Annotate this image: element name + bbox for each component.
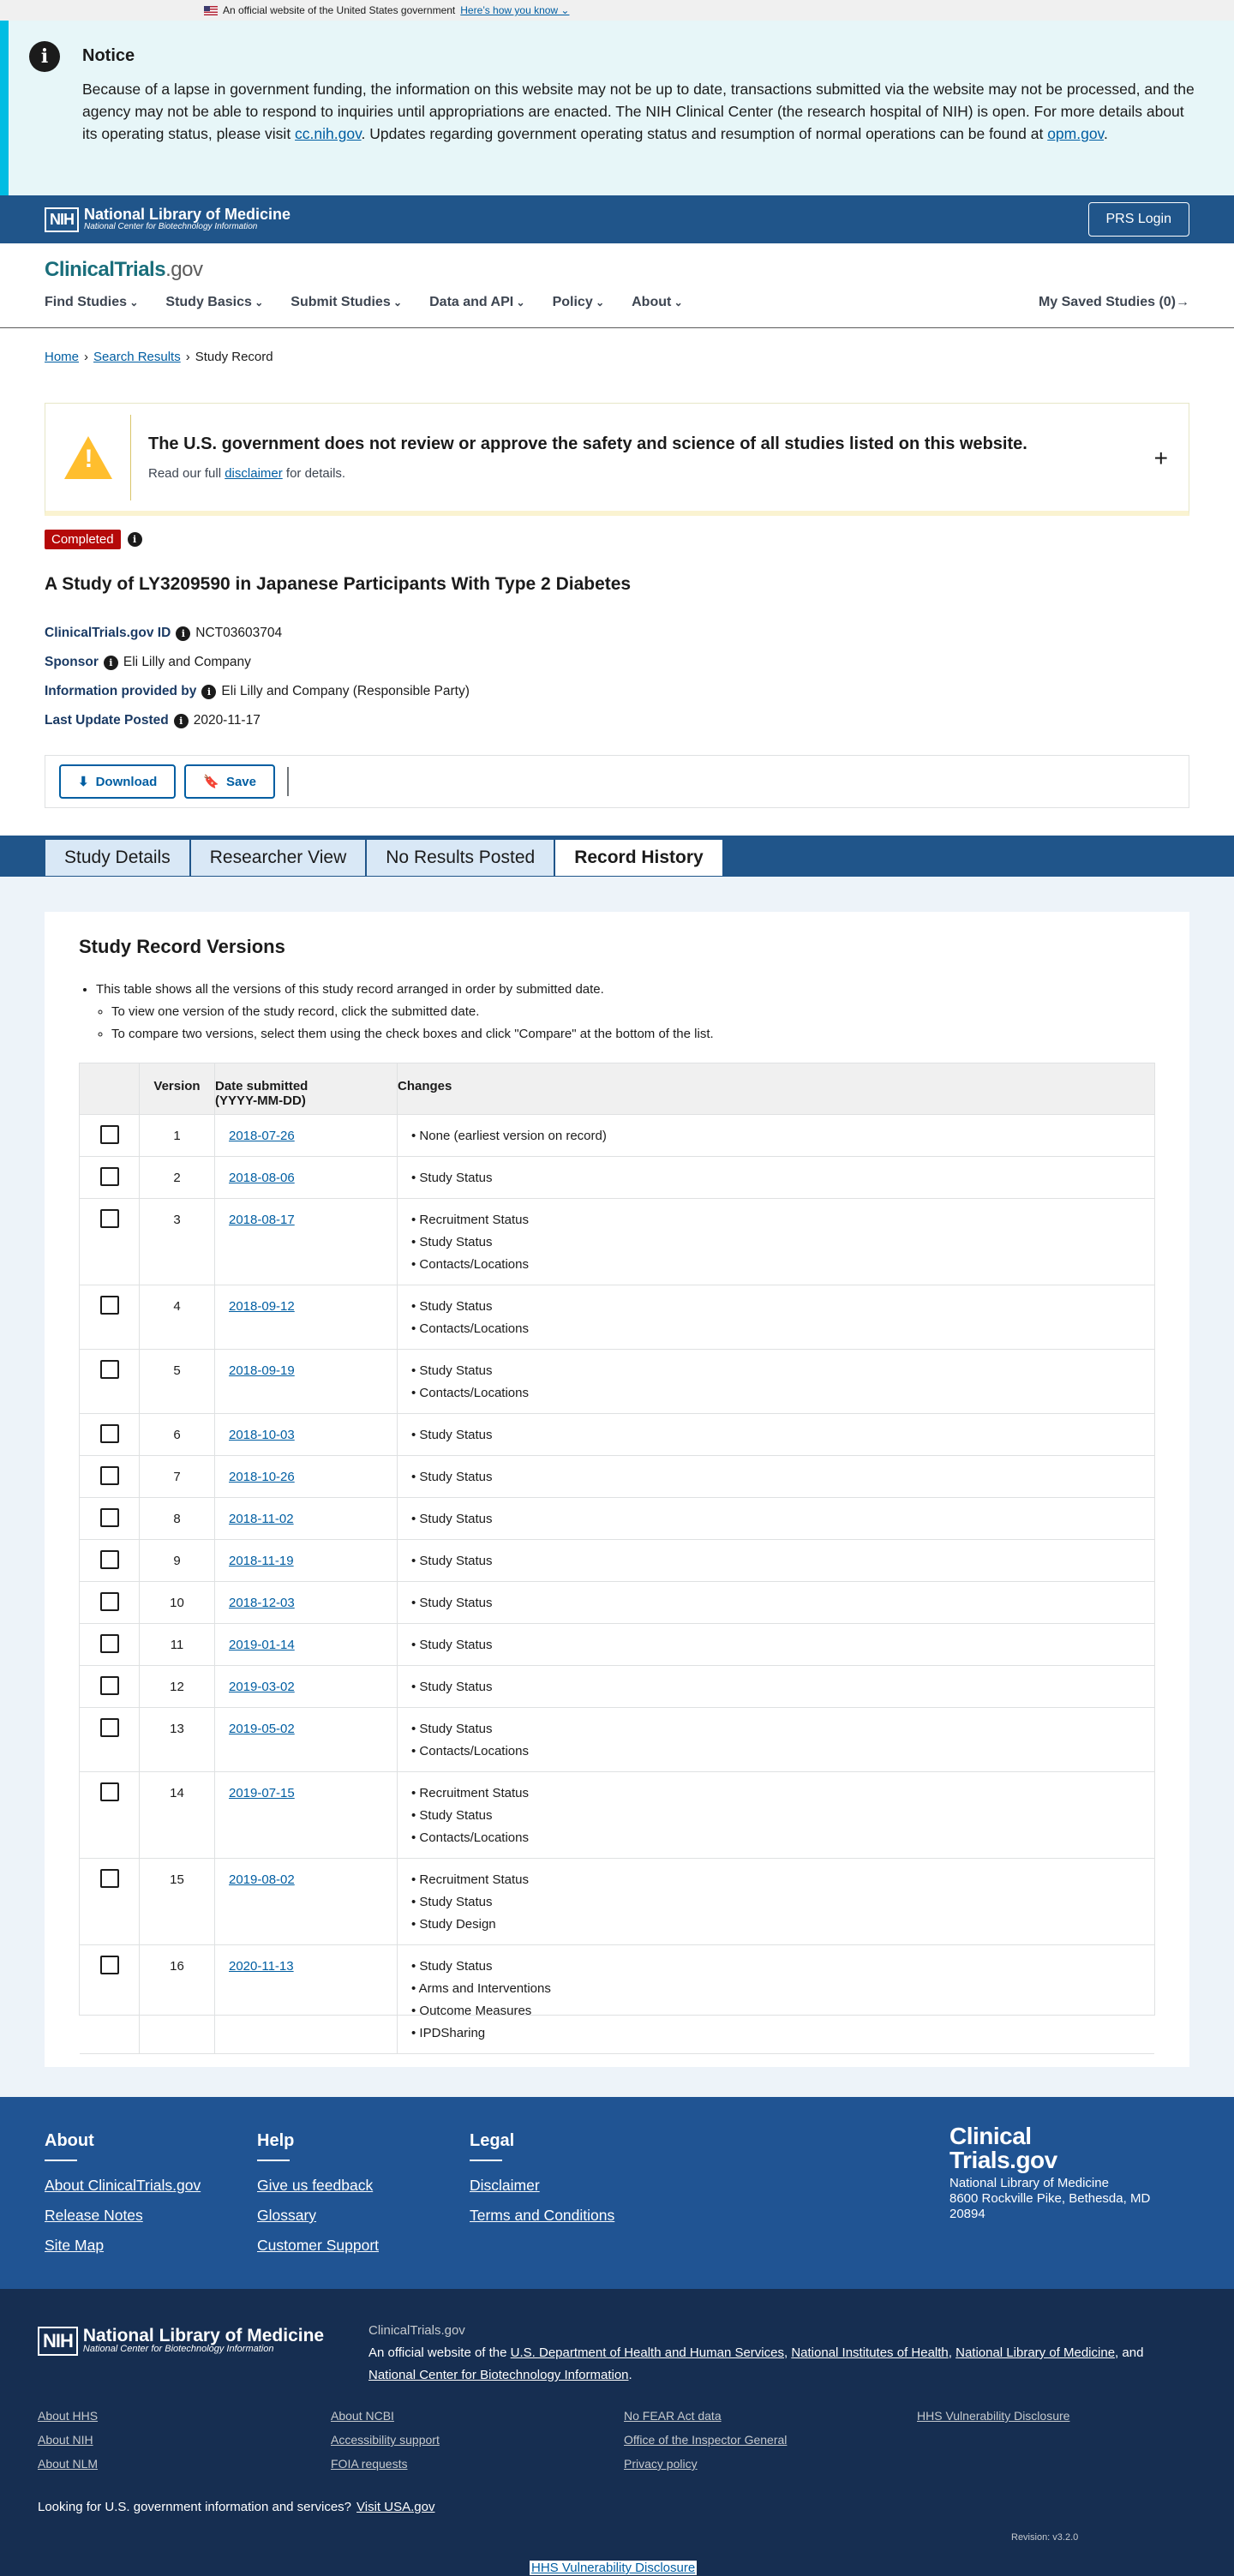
compare-checkbox[interactable] [100, 1508, 119, 1527]
nlm-logo[interactable] [45, 207, 291, 232]
changes-cell [398, 1772, 1154, 1858]
usa-gov-link[interactable]: Visit USA.gov [356, 2500, 435, 2514]
row-select-cell [80, 1666, 140, 1707]
date-cell [215, 1498, 398, 1539]
change-item: • Study Status [411, 1891, 1154, 1914]
version-date-link[interactable]: 2020-11-13 [229, 1959, 294, 1974]
version-date-link[interactable]: 2019-07-15 [229, 1786, 295, 1800]
changes-cell [398, 1115, 1154, 1156]
meta-row [45, 677, 470, 706]
footer-link[interactable]: Give us feedback [257, 2177, 374, 2194]
footer-link-oig[interactable]: Office of the Inspector General [624, 2433, 788, 2447]
table-row [80, 1456, 1154, 1498]
breadcrumb-sep: › [84, 350, 89, 364]
version-date-link[interactable]: 2018-10-03 [229, 1428, 295, 1442]
version-number: 1 [140, 1115, 215, 1156]
date-cell [215, 1199, 398, 1285]
version-date-link[interactable]: 2018-08-17 [229, 1213, 295, 1227]
version-number: 6 [140, 1414, 215, 1455]
row-select-cell [80, 1945, 140, 2053]
change-item: • Study Design [411, 1914, 1154, 1936]
change-item: • Contacts/Locations [411, 1318, 1154, 1340]
footer-link[interactable]: Customer Support [257, 2237, 380, 2254]
compare-checkbox[interactable] [100, 1125, 119, 1144]
row-select-cell [80, 1772, 140, 1858]
change-item: • Outcome Measures [411, 2000, 1154, 2022]
date-cell [215, 1772, 398, 1858]
changes-cell [398, 1414, 1154, 1455]
version-number: 8 [140, 1498, 215, 1539]
footer-link[interactable]: Site Map [45, 2237, 105, 2254]
table-row [80, 1666, 1154, 1708]
clinicaltrials-logo[interactable] [45, 258, 202, 282]
change-item: • Recruitment Status [411, 1782, 1154, 1805]
change-item: • Recruitment Status [411, 1209, 1154, 1231]
compare-checkbox[interactable] [100, 1296, 119, 1315]
gov-banner [0, 0, 1234, 21]
change-item: • Study Status [411, 1718, 1154, 1740]
us-flag-icon [204, 6, 218, 15]
row-select-cell [80, 1350, 140, 1413]
notice-text-3: . [1104, 125, 1108, 142]
table-row [80, 1498, 1154, 1540]
changes-cell [398, 1859, 1154, 1944]
breadcrumb-home[interactable]: Home [45, 350, 80, 364]
date-cell [215, 1414, 398, 1455]
nlm-footer [0, 2289, 1234, 2576]
changes-cell [398, 1582, 1154, 1623]
meta-label: Last Update Posted [45, 713, 169, 728]
meta-label: Information provided by [45, 684, 197, 698]
meta-value: Eli Lilly and Company [123, 655, 251, 669]
opm-link[interactable]: opm.gov [1047, 125, 1105, 142]
version-number: 3 [140, 1199, 215, 1285]
changes-cell [398, 1157, 1154, 1198]
version-date-link[interactable]: 2018-08-06 [229, 1171, 295, 1185]
changes-cell [398, 1540, 1154, 1581]
disclaimer-title: The U.S. government does not review or approve the safety and science of all studies listed on this website. [148, 434, 1027, 453]
change-item: • None (earliest version on record) [411, 1125, 1154, 1147]
header-date-format: (YYYY-MM-DD) [215, 1093, 306, 1108]
footer-about-title: About [45, 2131, 94, 2150]
version-date-link[interactable]: 2019-08-02 [229, 1872, 295, 1887]
table-row [80, 1414, 1154, 1456]
nlm-name: National Library of Medicine [82, 2326, 325, 2345]
footer-org: National Library of Medicine [949, 2176, 1109, 2190]
logo-text-b: .gov [165, 258, 203, 281]
table-row [80, 1540, 1154, 1582]
version-date-link[interactable]: 2018-12-03 [229, 1596, 295, 1610]
nav-data-api[interactable]: Data and API ⌄ [429, 295, 524, 310]
compare-checkbox[interactable] [100, 1634, 119, 1653]
compare-checkbox[interactable] [100, 1550, 119, 1569]
expand-icon[interactable]: + [1153, 445, 1168, 471]
nlm-desc-and: and [1122, 2345, 1144, 2360]
footer-logo[interactable] [949, 2124, 1150, 2172]
meta-value: NCT03603704 [195, 626, 283, 640]
intro-text: • This table shows all the versions of this study record arranged in order by submitted date. [96, 979, 714, 1001]
footer-help [257, 2131, 379, 2267]
footer-addr-1: 8600 Rockville Pike, Bethesda, MD [949, 2191, 1151, 2206]
usa-text: Looking for U.S. government information and services? [38, 2500, 352, 2514]
row-select-cell [80, 1582, 140, 1623]
ncbi-link[interactable]: National Center for Biotechnology Information [368, 2368, 629, 2382]
meta-label: ClinicalTrials.gov ID [45, 626, 171, 640]
versions-card [45, 912, 1189, 2067]
version-number: 14 [140, 1772, 215, 1858]
changes-cell [398, 1945, 1154, 2053]
version-date-link[interactable]: 2018-09-19 [229, 1363, 295, 1378]
date-cell [215, 1582, 398, 1623]
info-icon[interactable]: i [104, 656, 118, 670]
cc-nih-link[interactable]: cc.nih.gov [295, 125, 362, 142]
disclaimer-alert [45, 403, 1189, 516]
compare-checkbox[interactable] [100, 1360, 119, 1379]
changes-cell [398, 1666, 1154, 1707]
date-cell [215, 1456, 398, 1497]
revision-text: Revision: v3.2.0 [1011, 2532, 1079, 2543]
version-date-link[interactable]: 2018-10-26 [229, 1470, 295, 1484]
date-cell [215, 1115, 398, 1156]
footer-link[interactable]: Terms and Conditions [470, 2207, 615, 2224]
footer-logo-1: Clinical [949, 2123, 1032, 2149]
nlm-footer-desc: ClinicalTrials.gov An official website of the U.S. Department of Health and Human Services, National Institutes of Health, National Library of Medicine, and National Center for Biotechnology Information. [368, 2320, 1191, 2387]
version-date-link[interactable]: 2018-11-19 [229, 1554, 294, 1568]
notice-title: Notice [82, 46, 135, 65]
info-icon[interactable]: i [128, 532, 142, 547]
info-icon[interactable]: i [201, 685, 216, 699]
footer-help-title: Help [257, 2131, 295, 2150]
study-title: A Study of LY3209590 in Japanese Participants With Type 2 Diabetes [45, 574, 632, 594]
divider [287, 767, 289, 796]
footer-link-privacy[interactable]: Privacy policy [624, 2457, 698, 2471]
change-item: • Study Status [411, 1508, 1154, 1531]
row-select-cell [80, 1115, 140, 1156]
breadcrumb-search-results[interactable]: Search Results [93, 350, 181, 364]
nav-submit-studies[interactable]: Submit Studies ⌄ [291, 295, 402, 310]
change-item: • Study Status [411, 1805, 1154, 1827]
download-icon: ⬇ [78, 775, 89, 789]
change-item: • Contacts/Locations [411, 1827, 1154, 1849]
changes-cell [398, 1456, 1154, 1497]
table-row [80, 1157, 1154, 1199]
status-badge: Completed [45, 530, 121, 549]
row-select-cell [80, 1414, 140, 1455]
table-body [80, 1115, 1154, 2054]
bookmark-icon: 🔖 [203, 775, 219, 789]
nlm-name: National Library of Medicine [84, 206, 291, 223]
compare-checkbox[interactable] [100, 1466, 119, 1485]
breadcrumb-sep: › [185, 350, 190, 364]
info-icon[interactable]: i [176, 626, 190, 641]
hhs-vuln-bottom-link[interactable]: HHS Vulnerability Disclosure [531, 2561, 696, 2575]
date-cell [215, 1350, 398, 1413]
footer-link-about-hhs[interactable]: About HHS [38, 2409, 99, 2423]
header-date [215, 1063, 398, 1114]
compare-checkbox[interactable] [100, 1676, 119, 1695]
footer-brand [949, 2124, 1150, 2222]
table-row [80, 1350, 1154, 1414]
intro-sub-2: ◦ To compare two versions, select them using the check boxes and click "Compare" at the bottom of the list. [111, 1023, 714, 1045]
shutdown-notice [0, 21, 1234, 195]
meta-row [45, 619, 470, 648]
gov-banner-text: An official website of the United States government [223, 4, 456, 16]
version-date-link[interactable]: 2018-09-12 [229, 1299, 295, 1314]
warning-icon [64, 436, 112, 479]
nav-find-studies[interactable]: Find Studies ⌄ [45, 295, 138, 310]
save-button[interactable] [184, 764, 275, 799]
compare-checkbox[interactable] [100, 1956, 119, 1974]
date-cell [215, 1157, 398, 1198]
compare-checkbox[interactable] [100, 1424, 119, 1443]
change-item: • Study Status [411, 1360, 1154, 1382]
footer-link-accessibility[interactable]: Accessibility support [331, 2433, 440, 2447]
footer-link-about-ncbi[interactable]: About NCBI [331, 2409, 394, 2423]
notice-body [82, 78, 1196, 145]
change-item: • Contacts/Locations [411, 1382, 1154, 1405]
table-row [80, 1199, 1154, 1285]
nih-link[interactable]: National Institutes of Health [791, 2345, 949, 2360]
notice-text-2: . Updates regarding government operating status and resumption of normal operations can be found at [361, 125, 1048, 142]
record-tabs [45, 839, 723, 877]
compare-checkbox[interactable] [100, 1167, 119, 1186]
table-row [80, 1708, 1154, 1772]
row-select-cell [80, 1708, 140, 1771]
footer-legal-title: Legal [470, 2131, 515, 2150]
version-number: 12 [140, 1666, 215, 1707]
version-number: 13 [140, 1708, 215, 1771]
compare-checkbox[interactable] [100, 1782, 119, 1801]
table-row [80, 1859, 1154, 1945]
status-row [45, 530, 142, 549]
version-date-link[interactable]: 2018-07-26 [229, 1129, 295, 1143]
saved-studies-link[interactable]: My Saved Studies (0)→ [1038, 295, 1189, 309]
footer-link-about-nih[interactable]: About NIH [38, 2433, 93, 2447]
footer-link[interactable]: About ClinicalTrials.gov [45, 2177, 201, 2194]
compare-checkbox[interactable] [100, 1592, 119, 1611]
usa-gov-line [38, 2500, 434, 2514]
table-row [80, 1115, 1154, 1157]
table-row [80, 1582, 1154, 1624]
change-item: • Study Status [411, 1550, 1154, 1573]
change-item: • Study Status [411, 1592, 1154, 1614]
save-label: Save [225, 774, 256, 789]
change-item: • Study Status [411, 1634, 1154, 1656]
nav-study-basics[interactable]: Study Basics ⌄ [165, 295, 263, 310]
row-select-cell [80, 1498, 140, 1539]
change-item: • IPDSharing [411, 2022, 1154, 2045]
footer-link-no-fear[interactable]: No FEAR Act data [624, 2409, 722, 2423]
action-bar [45, 755, 1189, 808]
how-you-know-link[interactable]: Here’s how you know ⌄ [460, 4, 570, 16]
version-number: 4 [140, 1285, 215, 1349]
date-cell [215, 1285, 398, 1349]
date-cell [215, 1859, 398, 1944]
nav-about[interactable]: About ⌄ [632, 295, 683, 310]
row-select-cell [80, 1540, 140, 1581]
tab-no-results-posted[interactable]: No Results Posted [366, 839, 554, 877]
version-date-link[interactable]: 2019-03-02 [229, 1680, 295, 1694]
row-select-cell [80, 1199, 140, 1285]
ncbi-name: National Center for Biotechnology Information [84, 222, 258, 231]
changes-cell [398, 1708, 1154, 1771]
header-changes: Changes [398, 1079, 452, 1093]
change-item: • Study Status [411, 1231, 1154, 1254]
table-row [80, 1945, 1154, 2054]
hhs-link[interactable]: U.S. Department of Health and Human Services [510, 2345, 784, 2360]
warning-icon-wrap [45, 415, 131, 500]
table-header [80, 1063, 1154, 1115]
change-item: • Study Status [411, 1424, 1154, 1447]
tab-researcher-view[interactable]: Researcher View [190, 839, 367, 877]
table-row [80, 1624, 1154, 1666]
site-header [0, 243, 1234, 328]
changes-cell [398, 1285, 1154, 1349]
info-icon[interactable]: i [174, 714, 189, 728]
version-date-link[interactable]: 2019-05-02 [229, 1722, 295, 1736]
header-date-label: Date submitted [215, 1079, 308, 1093]
version-number: 9 [140, 1540, 215, 1581]
date-cell [215, 1708, 398, 1771]
change-item: • Study Status [411, 1676, 1154, 1698]
breadcrumb-current: Study Record [195, 350, 273, 364]
compare-checkbox[interactable] [100, 1209, 119, 1228]
meta-label: Sponsor [45, 655, 99, 669]
changes-cell [398, 1498, 1154, 1539]
table-row [80, 1285, 1154, 1350]
change-item: • Recruitment Status [411, 1869, 1154, 1891]
disclaimer-text-b: for details. [282, 465, 346, 481]
table-row [80, 1772, 1154, 1859]
change-item: • Study Status [411, 1466, 1154, 1489]
change-item: • Study Status [411, 1296, 1154, 1318]
date-cell [215, 1945, 398, 2053]
nlm-footer-logo[interactable] [38, 2327, 324, 2356]
row-select-cell [80, 1285, 140, 1349]
compare-checkbox[interactable] [100, 1718, 119, 1737]
footer-link[interactable]: Release Notes [45, 2207, 143, 2224]
footer-link-hhs-vuln[interactable]: HHS Vulnerability Disclosure [917, 2409, 1070, 2423]
footer-legal [470, 2131, 614, 2237]
info-icon: i [29, 41, 60, 72]
footer-about [45, 2131, 201, 2267]
version-number: 7 [140, 1456, 215, 1497]
meta-value: 2020-11-17 [193, 713, 261, 728]
ncbi-name: National Center for Biotechnology Information [82, 2344, 274, 2354]
breadcrumb [45, 350, 273, 364]
disclaimer-text [148, 466, 1027, 481]
nav-policy[interactable]: Policy ⌄ [553, 295, 605, 310]
change-item: • Contacts/Locations [411, 1740, 1154, 1763]
footer-link[interactable]: Glossary [257, 2207, 317, 2224]
nlm-link[interactable]: National Library of Medicine [955, 2345, 1116, 2360]
date-cell [215, 1666, 398, 1707]
intro-sub-1: ◦ To view one version of the study record, click the submitted date. [111, 1001, 714, 1023]
changes-cell [398, 1624, 1154, 1665]
header-select [80, 1063, 140, 1114]
date-cell [215, 1540, 398, 1581]
meta-value: Eli Lilly and Company (Responsible Party) [221, 684, 470, 698]
version-number: 11 [140, 1624, 215, 1665]
main-nav [45, 295, 683, 310]
nlm-footer-ct: ClinicalTrials.gov [368, 2323, 465, 2338]
row-select-cell [80, 1624, 140, 1665]
row-select-cell [80, 1456, 140, 1497]
footer-addr-2: 20894 [949, 2207, 985, 2221]
compare-checkbox[interactable] [100, 1869, 119, 1888]
changes-cell [398, 1199, 1154, 1285]
version-number: 10 [140, 1582, 215, 1623]
footer-link-foia[interactable]: FOIA requests [331, 2457, 408, 2471]
header-version: Version [140, 1063, 215, 1114]
footer-link-about-nlm[interactable]: About NLM [38, 2457, 99, 2471]
nlm-desc-text: An official website of the [368, 2345, 511, 2360]
version-date-link[interactable]: 2019-01-14 [229, 1638, 295, 1652]
study-meta [45, 619, 470, 735]
versions-intro [96, 979, 714, 1045]
change-item: • Study Status [411, 1167, 1154, 1189]
download-label: Download [95, 774, 158, 789]
footer-link[interactable]: Disclaimer [470, 2177, 540, 2194]
logo-text-a: ClinicalTrials [45, 258, 166, 281]
version-number: 2 [140, 1157, 215, 1198]
nih-logo-icon: NIH [38, 2327, 78, 2356]
nlm-footer-links [38, 2409, 1152, 2471]
site-footer [0, 2097, 1234, 2289]
prs-login-button[interactable]: PRS Login [1088, 202, 1190, 237]
versions-title: Study Record Versions [79, 936, 285, 957]
versions-table [79, 1063, 1155, 2040]
version-number: 5 [140, 1350, 215, 1413]
change-item: • Study Status [411, 1956, 1154, 1978]
row-select-cell [80, 1157, 140, 1198]
version-number: 16 [140, 1945, 215, 2053]
footer-logo-2: Trials.gov [949, 2147, 1057, 2173]
tab-record-history[interactable]: Record History [554, 839, 723, 877]
row-select-cell [80, 1859, 140, 1944]
meta-row [45, 648, 470, 677]
notice-text-1: Because of a lapse in government funding, the information on this website may not be up to date, transactions submitted via the website may not be processed, and the agency may not be able to respond to inquiries until appropriations are enacted. The NIH Clinical Center (the research hospital of NIH) is open. For more details about its operating status, please visit [82, 81, 1195, 142]
date-cell [215, 1624, 398, 1665]
version-date-link[interactable]: 2018-11-02 [229, 1512, 294, 1526]
download-button[interactable] [59, 764, 176, 799]
nlm-bar [0, 195, 1234, 243]
meta-row [45, 706, 470, 735]
disclaimer-text-a: Read our full [148, 465, 225, 481]
version-number: 15 [140, 1859, 215, 1944]
tab-study-details[interactable]: Study Details [45, 839, 190, 877]
change-item: • Contacts/Locations [411, 1254, 1154, 1276]
change-item: • Arms and Interventions [411, 1978, 1154, 2000]
nih-logo-icon: NIH [45, 207, 79, 232]
disclaimer-link[interactable]: disclaimer [225, 465, 283, 481]
changes-cell [398, 1350, 1154, 1413]
